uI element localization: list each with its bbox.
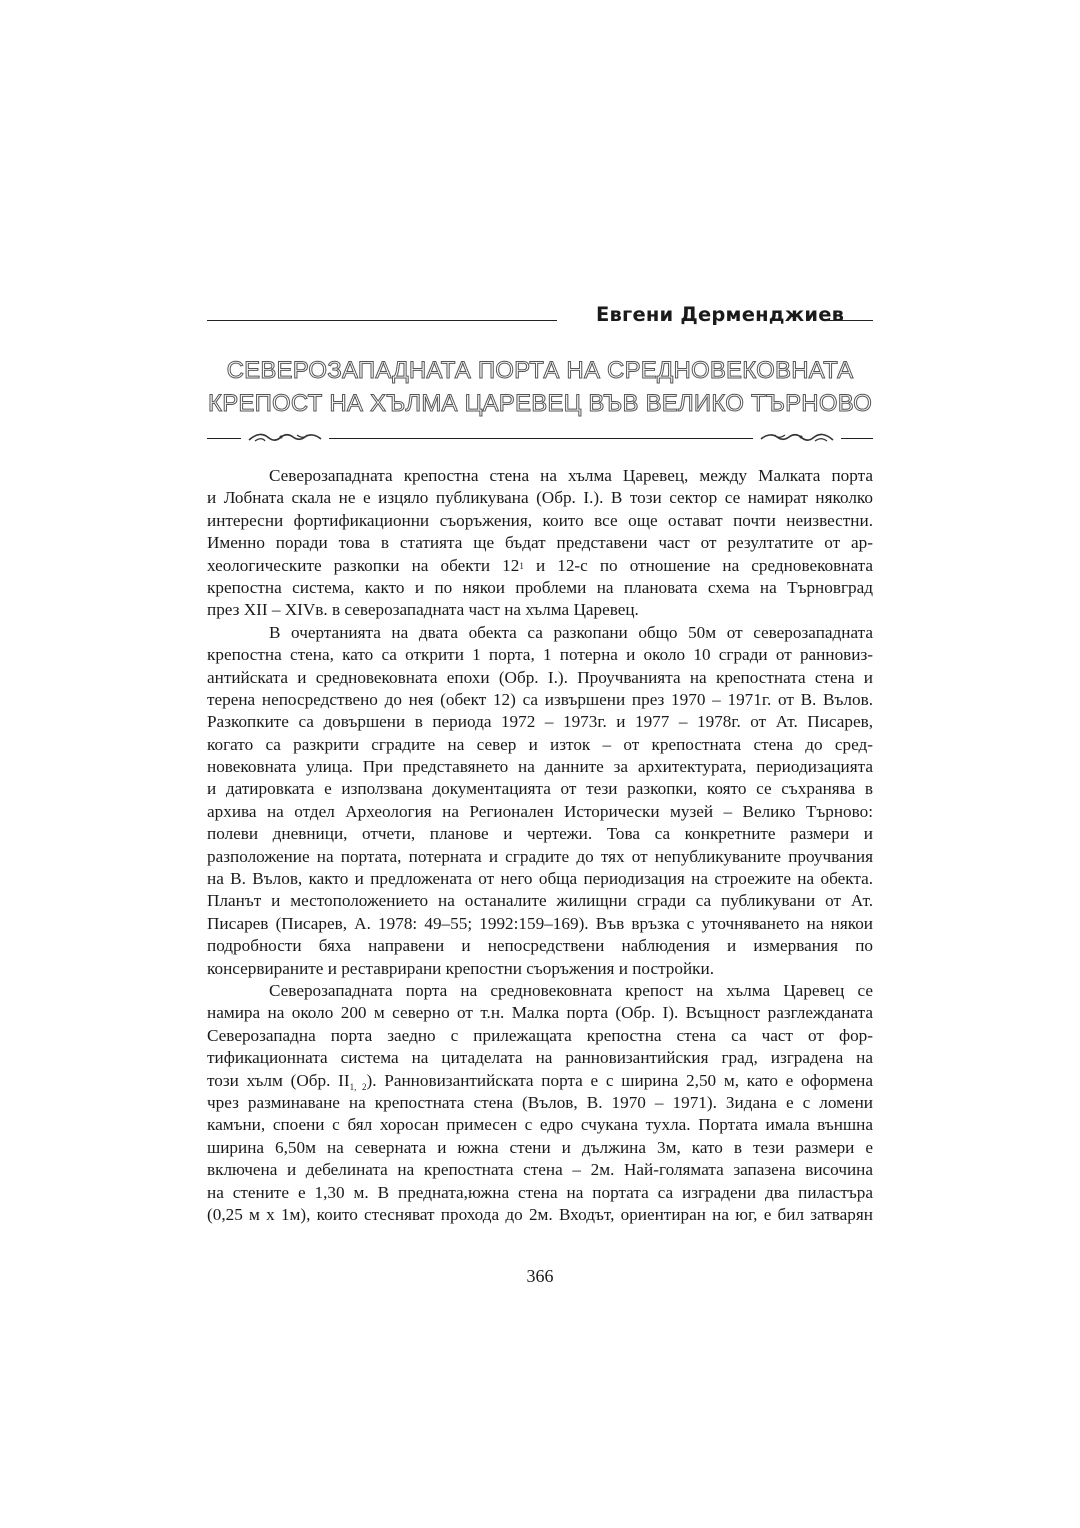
paragraph-3 xyxy=(207,980,873,1226)
text-fragment: хеологическите разкопки на обекти 12 xyxy=(207,555,520,575)
ornament-right-icon xyxy=(759,431,835,445)
text-line: консервираните и реставрирани крепостни съоръжения и постройки. xyxy=(207,958,715,978)
running-header xyxy=(207,301,873,337)
footnote-marker: 1 xyxy=(519,560,524,571)
text-line: камъни, споени с бял хоросан примесен с едро счукана тухла. Портата имала външна xyxy=(207,1115,873,1135)
text-fragment: ). Ранновизантийската порта е с ширина 2,50 м, като е оформена xyxy=(366,1070,873,1090)
text-line: антийската и средновековната епохи (Обр. I.). Проучванията на крепостната стена и xyxy=(207,667,873,687)
text-line: Планът и местоположението на останалите жилищни сгради са публикувани от Ат. xyxy=(207,891,873,911)
text-line: и датировката е използвана документацията от тези разкопки, която се съхранява в xyxy=(207,779,873,799)
text-line: интересни фортификационни съоръжения, които все още остават почти неизвестни. xyxy=(207,510,873,530)
text-fragment: този хълм (Обр. II xyxy=(207,1070,350,1090)
text-line: полеви дневници, отчети, планове и чертежи. Това са конкретните размери и xyxy=(207,824,873,844)
text-line: Северозападната крепостна стена на хълма Царевец, между Малката порта xyxy=(269,466,873,485)
author-name: Евгени Дерменджиев xyxy=(596,303,845,326)
text-line: ширина 6,50м на северната и южна стени и дължина 3м, като в тези размери е xyxy=(207,1137,873,1157)
title-ornament-divider xyxy=(207,428,873,448)
text-line: крепостна стена, като са открити 1 порта, 1 потерна и около 10 сгради от ранновиз- xyxy=(207,645,873,665)
title-line-2: КРЕПОСТ НА ХЪЛМА ЦАРЕВЕЦ ВЪВ ВЕЛИКО ТЪРНОВО xyxy=(208,390,872,417)
text-line: и Лобната скала не е изцяло публикувана (Обр. I.). В този сектор се намират няколко xyxy=(207,488,873,508)
text-line: (0,25 м х 1м), които стесняват прохода до 2м. Входът, ориентиран на юг, е бил затварян xyxy=(207,1204,873,1224)
text-line: на В. Вълов, както и предложената от него обща периодизация на строежите на обекта. xyxy=(207,869,873,889)
ornament-left-icon xyxy=(247,431,323,445)
ornament-rule-1 xyxy=(207,438,241,439)
text-line xyxy=(207,555,873,577)
text-line: терена непосредствено до нея (обект 12) са извършени през 1970 – 1971г. от В. Вълов. xyxy=(207,689,873,709)
text-line: подробности бяха направени и непосредствени наблюдения и измервания по xyxy=(207,936,873,956)
text-line: намира на около 200 м северно от т.н. Малка порта (Обр. I). Всъщност разглежданата xyxy=(207,1003,873,1023)
article-body xyxy=(207,465,873,1226)
text-line: Именно поради това в статията ще бъдат представени част от резултатите от ар- xyxy=(207,533,873,553)
text-line xyxy=(207,1070,873,1092)
header-rule-left xyxy=(207,320,557,321)
ornament-rule-3 xyxy=(841,438,873,439)
article-title xyxy=(190,354,890,420)
text-line: тификационната система на цитаделата на ранновизантийския град, изградена на xyxy=(207,1048,873,1068)
figure-subscript: 1, 2 xyxy=(349,1081,367,1092)
text-line: В очертанията на двата обекта са разкопани общо 50м от северозападната xyxy=(269,622,873,642)
text-line: архива на отдел Археология на Регионален Исторически музей – Велико Търново: xyxy=(207,801,873,821)
paragraph-1 xyxy=(207,465,873,622)
text-line: разположение на портата, потерната и сградите до тях от непубликуваните проучвания xyxy=(207,846,873,866)
text-line: новековната улица. При представянето на данните за архитектурата, периодизацията xyxy=(207,757,873,777)
text-line: Северозападната порта на средновековната крепост на хълма Царевец се xyxy=(269,980,873,1000)
page-number: 366 xyxy=(526,1266,554,1286)
text-line: крепостна система, както и по някои проблеми на плановата схема на Търновград xyxy=(207,577,873,597)
text-line: чрез разминаване на крепостната стена (Вълов, В. 1970 – 1971). Зидана е с ломени xyxy=(207,1092,873,1112)
text-line: през XII – XIVв. в северозападната част на хълма Царевец. xyxy=(207,600,639,620)
ornament-rule-2 xyxy=(329,438,753,439)
text-line: Писарев (Писарев, А. 1978: 49–55; 1992:159–169). Във връзка с уточняването на някои xyxy=(207,913,873,933)
text-line: Северозападна порта заедно с прилежащата крепостна стена са част от фор- xyxy=(207,1025,873,1045)
title-line-1: СЕВЕРОЗАПАДНАТА ПОРТА НА СРЕДНОВЕКОВНАТА xyxy=(226,357,854,384)
paragraph-2 xyxy=(207,622,873,980)
header-rule-right xyxy=(825,320,873,321)
text-line: Разкопките са довършени в периода 1972 – 1973г. и 1977 – 1978г. от Ат. Писарев, xyxy=(207,712,873,732)
text-line: на стените е 1,30 м. В предната,южна стена на портата са изградени два пиластъра xyxy=(207,1182,873,1202)
text-fragment: и 12-с по отношение на средновековната xyxy=(523,555,873,575)
text-line: включена и дебелината на крепостната стена – 2м. Най-голямата запазена височина xyxy=(207,1160,873,1180)
text-line: когато са разкрити сградите на север и изток – от крепостната стена до сред- xyxy=(207,734,873,754)
